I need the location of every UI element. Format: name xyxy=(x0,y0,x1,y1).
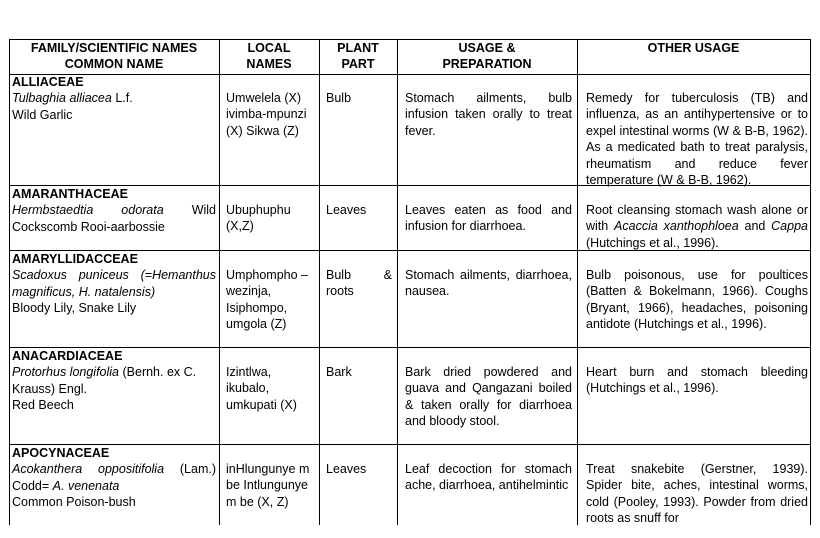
header-local-line1: LOCAL xyxy=(247,41,291,55)
column-border xyxy=(319,39,320,525)
family-name: APOCYNACEAE xyxy=(12,446,110,460)
table-row-family-cell xyxy=(12,348,216,414)
usage-cell: Bark dried powdered and guava and Qangazani boiled & taken orally for diarrhoea and bloody stool. xyxy=(405,365,572,429)
scientific-name: Acokanthera oppositifolia (Lam.) Codd= A. venenata xyxy=(12,462,216,493)
table-row-family-cell xyxy=(12,186,216,235)
header-other-label: OTHER USAGE xyxy=(647,41,740,55)
column-border xyxy=(219,39,220,525)
family-name: AMARYLLIDACCEAE xyxy=(12,252,138,266)
family-name: ALLIACEAE xyxy=(12,75,84,89)
header-local xyxy=(222,40,316,73)
header-usage-line2: PREPARATION xyxy=(442,57,532,72)
common-name: Red Beech xyxy=(12,398,74,413)
table-row-family-cell xyxy=(12,445,216,511)
usage-cell: Stomach ailments, bulb infusion taken orally to treat fever. xyxy=(405,91,572,138)
family-name: AMARANTHACEAE xyxy=(12,187,128,201)
plant-part-cell: Leaves xyxy=(326,462,367,476)
common-name: Cockscomb Rooi-aarbossie xyxy=(12,219,165,234)
common-name: Bloody Lily, Snake Lily xyxy=(12,301,137,316)
usage-cell: Stomach ailments, diarrhoea, nausea. xyxy=(405,268,572,299)
plant-part-cell: Bark xyxy=(326,365,352,379)
header-usage xyxy=(400,40,574,73)
other-usage-cell: Remedy for tuberculosis (TB) and influenza, as an antihypertensive or to expel intestinal worms (W & B-B, 1962). As a medicated bath to treat paralysis, rheumatism and reduce fever temperature (W & B-B, 1962). xyxy=(586,91,808,188)
header-family-label: FAMILY/SCIENTIFIC NAMES xyxy=(30,41,198,55)
plant-part-cell: Bulb & roots xyxy=(326,268,392,299)
header-part-line1: PLANT xyxy=(337,41,379,55)
local-names-cell: Umwelela (X) ivimba-mpunzi (X) Sikwa (Z) xyxy=(226,91,307,138)
scientific-name: Tulbaghia alliacea L.f. xyxy=(12,91,133,106)
header-local-line2: NAMES xyxy=(246,57,292,72)
common-name: Wild Garlic xyxy=(12,107,73,122)
scientific-name: Protorhus longifolia (Bernh. ex C. Krauss) Engl. xyxy=(12,365,197,396)
column-border-right xyxy=(810,39,811,525)
header-family xyxy=(12,40,216,73)
other-usage-cell: Heart burn and stomach bleeding (Hutchings et al., 1996). xyxy=(586,365,808,396)
local-names-cell: Umphompho –wezinja, Isiphompo, umgola (Z) xyxy=(226,268,308,332)
usage-cell: Leaves eaten as food and infusion for diarrhoea. xyxy=(405,203,572,234)
header-part-line2: PART xyxy=(341,57,375,72)
local-names-cell: Izintlwa, ikubalo, umkupati (X) xyxy=(226,365,297,412)
header-part xyxy=(322,40,394,73)
other-usage-cell: Treat snakebite (Gerstner, 1939). Spider bite, aches, intestinal worms, cold (Pooley, 1993). Powder from dried roots as snuff for xyxy=(586,462,808,525)
plant-part-cell: Leaves xyxy=(326,203,367,217)
table-row-family-cell xyxy=(12,251,216,317)
table-row-family-cell xyxy=(12,74,216,123)
local-names-cell: inHlungunye mbe Intlungunyem be (X, Z) xyxy=(226,462,310,509)
column-border-left xyxy=(9,39,10,525)
family-name: ANACARDIACEAE xyxy=(12,349,123,363)
header-usage-line1: USAGE & xyxy=(458,41,516,55)
common-name: Common Poison-bush xyxy=(12,495,136,510)
scientific-name: Scadoxus puniceus (=Hemanthus magnificus, H. natalensis) xyxy=(12,268,216,299)
header-common-label: COMMON NAME xyxy=(64,57,164,72)
header-other xyxy=(580,40,807,56)
column-border xyxy=(577,39,578,525)
scientific-name: Hermbstaedtia odorata Wild xyxy=(12,203,216,218)
column-border xyxy=(397,39,398,525)
other-usage-cell: Root cleansing stomach wash alone or with Acaccia xanthophloea and Cappa (Hutchings et al., 1996). xyxy=(586,203,808,250)
other-usage-cell: Bulb poisonous, use for poultices (Batten & Bokelmann, 1966). Coughs (Bryant, 1966), headaches, poisoning antidote (Hutchings et al., 1996). xyxy=(586,268,808,332)
usage-cell: Leaf decoction for stomach ache, diarrhoea, antihelmintic xyxy=(405,462,572,493)
plant-part-cell: Bulb xyxy=(326,91,352,105)
local-names-cell: Ubuphuphu (X,Z) xyxy=(226,203,291,234)
